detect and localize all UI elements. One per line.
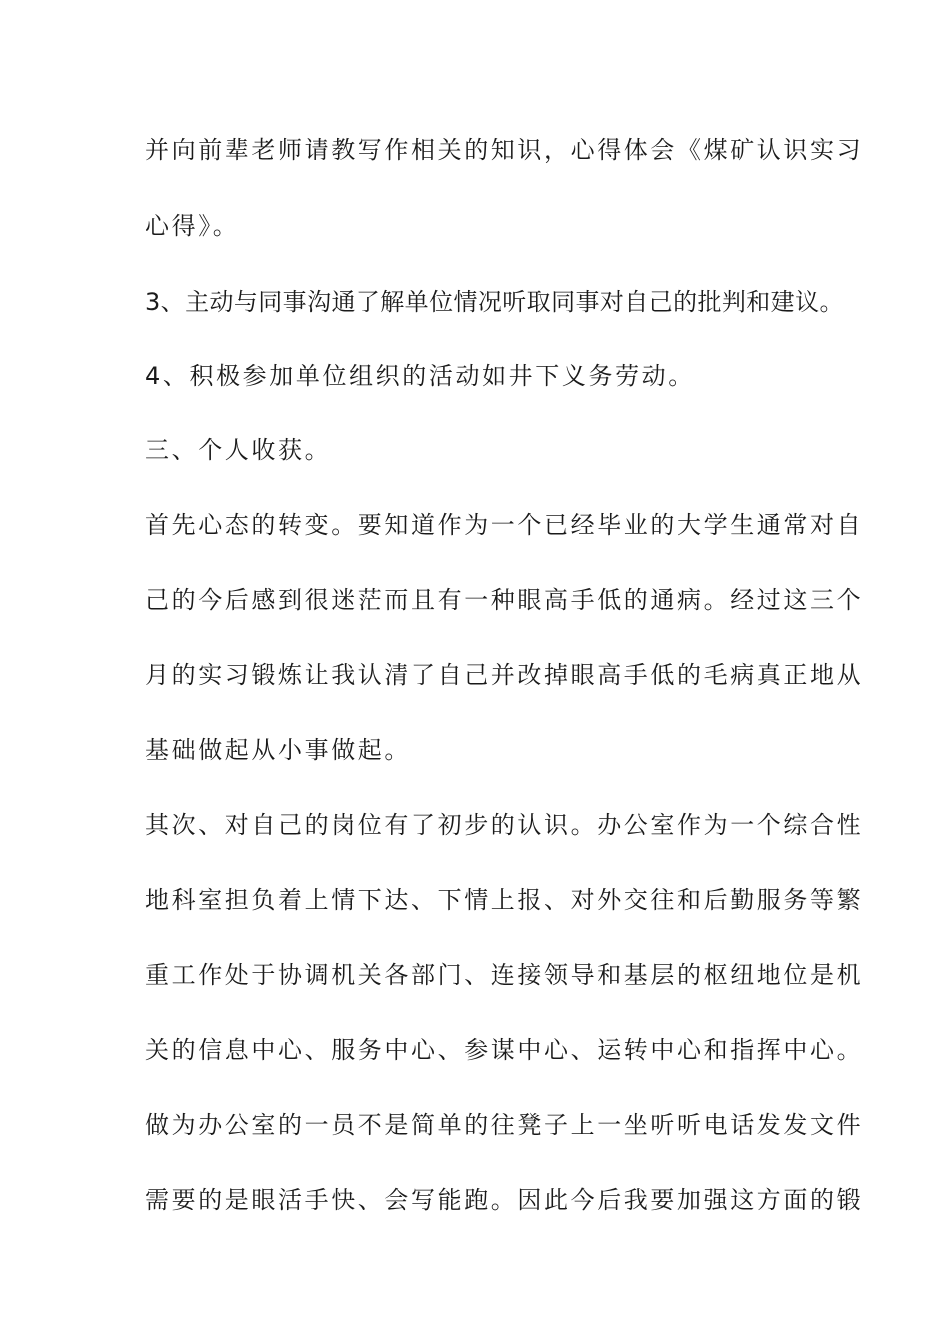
paragraph-line-8: 月的实习锻炼让我认清了自己并改掉眼高手低的毛病真正地从 bbox=[145, 661, 864, 689]
section-heading-personal-gains: 三、个人收获。 bbox=[145, 436, 332, 464]
paragraph-line-11: 地科室担负着上情下达、下情上报、对外交往和后勤服务等繁 bbox=[145, 886, 864, 914]
paragraph-line-15: 需要的是眼活手快、会写能跑。因此今后我要加强这方面的锻 bbox=[145, 1186, 864, 1214]
paragraph-line-1: 并向前辈老师请教写作相关的知识，心得体会《煤矿认识实习 bbox=[145, 136, 864, 164]
list-item-4: 4、积极参加单位组织的活动如井下义务劳动。 bbox=[145, 362, 695, 390]
paragraph-line-6: 首先心态的转变。要知道作为一个已经毕业的大学生通常对自 bbox=[145, 511, 864, 539]
paragraph-line-9: 基础做起从小事做起。 bbox=[145, 736, 411, 764]
list-item-3: 3、主动与同事沟通了解单位情况听取同事对自己的批判和建议。 bbox=[145, 288, 844, 316]
paragraph-line-12: 重工作处于协调机关各部门、连接领导和基层的枢纽地位是机 bbox=[145, 961, 864, 989]
paragraph-line-2: 心得》。 bbox=[145, 212, 240, 240]
paragraph-line-10: 其次、对自己的岗位有了初步的认识。办公室作为一个综合性 bbox=[145, 811, 864, 839]
paragraph-line-13: 关的信息中心、服务中心、参谋中心、运转中心和指挥中心。 bbox=[145, 1036, 864, 1064]
paragraph-line-14: 做为办公室的一员不是简单的往凳子上一坐听听电话发发文件 bbox=[145, 1111, 864, 1139]
paragraph-line-7: 己的今后感到很迷茫而且有一种眼高手低的通病。经过这三个 bbox=[145, 586, 864, 614]
